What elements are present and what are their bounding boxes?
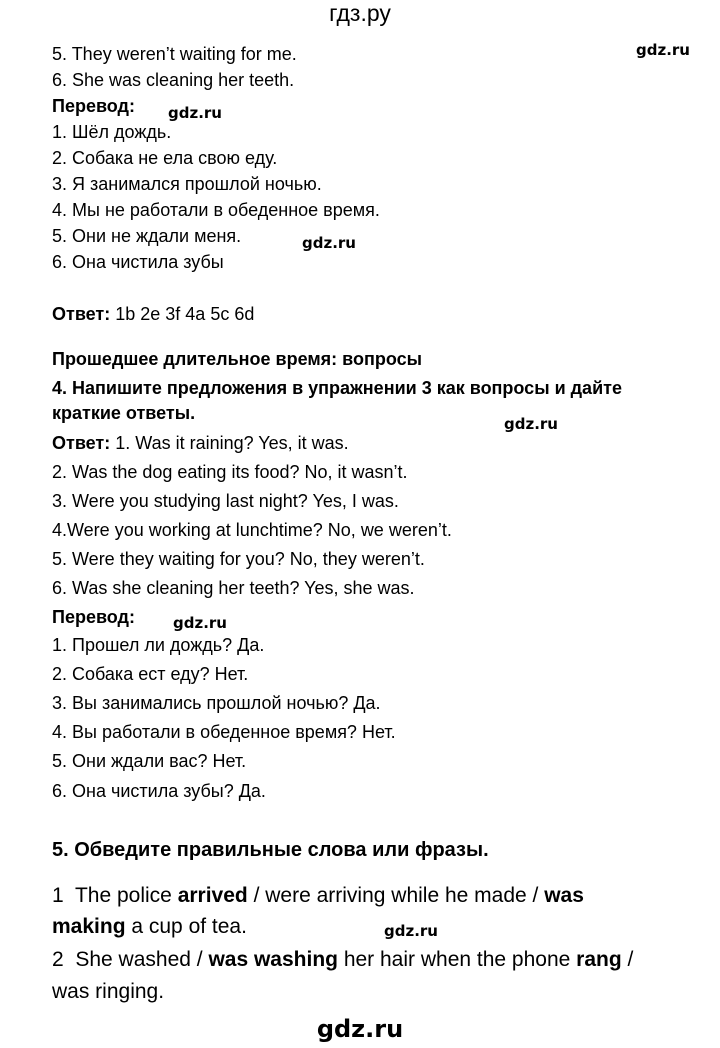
answer-line-1 xyxy=(52,432,349,454)
answer-line-5: 5. Were they waiting for you? No, they weren’t. xyxy=(52,549,425,569)
translation-line-4: 4. Мы не работали в обеденное время. xyxy=(52,200,380,220)
answer-choice: rang xyxy=(576,948,622,971)
answer-line-4: 4.Were you working at lunchtime? No, we weren’t. xyxy=(52,520,452,540)
answer-text: 1. Was it raining? Yes, it was. xyxy=(110,433,349,453)
translation-line-2: 2. Собака ест еду? Нет. xyxy=(52,664,249,684)
text: her hair when the phone xyxy=(337,948,577,971)
task-4-line-2: краткие ответы. xyxy=(52,403,196,423)
translation-line-6: 6. Она чистила зубы? Да. xyxy=(52,781,266,801)
section-subheading: Прошедшее длительное время: вопросы xyxy=(52,349,423,369)
translation-label: Перевод: xyxy=(52,607,135,627)
answer-line-3: 3. Were you studying last night? Yes, I was. xyxy=(52,491,399,511)
translation-line-2: 2. Собака не ела свою еду. xyxy=(52,148,278,168)
answer-line-6: 6. Was she cleaning her teeth? Yes, she was. xyxy=(52,578,415,598)
answer-text: 1b 2e 3f 4a 5c 6d xyxy=(110,304,255,324)
sentence-5: 5. They weren’t waiting for me. xyxy=(52,44,297,64)
site-header: гдз.ру xyxy=(329,0,391,26)
translation-line-5: 5. Они ждали вас? Нет. xyxy=(52,751,247,771)
answer-key xyxy=(52,303,254,325)
watermark: gdz.ru xyxy=(168,104,222,122)
task-4-line-1: 4. Напишите предложения в упражнении 3 как вопросы и дайте xyxy=(52,378,622,398)
watermark: gdz.ru xyxy=(504,415,558,433)
translation-line-3: 3. Вы занимались прошлой ночью? Да. xyxy=(52,693,381,713)
section-5-heading: 5. Обведите правильные слова или фразы. xyxy=(52,839,489,861)
text: 2 She washed / xyxy=(52,948,209,971)
answer-choice: making xyxy=(52,915,126,938)
text: 1 The police xyxy=(52,884,178,907)
translation-label: Перевод: xyxy=(52,96,135,116)
translation-line-1: 1. Прошел ли дождь? Да. xyxy=(52,635,265,655)
site-footer: gdz.ru xyxy=(316,1015,404,1043)
answer-choice: arrived xyxy=(177,884,248,907)
answer-label: Ответ: xyxy=(52,433,111,453)
answer-choice: was washing xyxy=(208,948,338,971)
watermark: gdz.ru xyxy=(173,614,227,632)
translation-line-6: 6. Она чистила зубы xyxy=(52,252,224,272)
answer-choice: was xyxy=(544,884,584,907)
watermark: gdz.ru xyxy=(302,234,356,252)
sentence-6: 6. She was cleaning her teeth. xyxy=(52,70,295,90)
watermark: gdz.ru xyxy=(636,41,690,59)
translation-line-1: 1. Шёл дождь. xyxy=(52,122,172,142)
text: a cup of tea. xyxy=(125,915,247,938)
translation-line-3: 3. Я занимался прошлой ночью. xyxy=(52,174,322,194)
text: / were arriving while he made / xyxy=(247,884,545,907)
exercise-item-2-line-2: was ringing. xyxy=(52,980,165,1003)
text: / xyxy=(621,948,634,971)
exercise-item-2-line-1 xyxy=(52,947,633,973)
translation-line-4: 4. Вы работали в обеденное время? Нет. xyxy=(52,722,396,742)
translation-line-5: 5. Они не ждали меня. xyxy=(52,226,242,246)
answer-label: Ответ: xyxy=(52,304,111,324)
exercise-item-1-line-1 xyxy=(52,883,584,909)
answer-line-2: 2. Was the dog eating its food? No, it wasn’t. xyxy=(52,462,408,482)
exercise-item-1-line-2 xyxy=(52,914,247,940)
watermark: gdz.ru xyxy=(384,922,438,940)
